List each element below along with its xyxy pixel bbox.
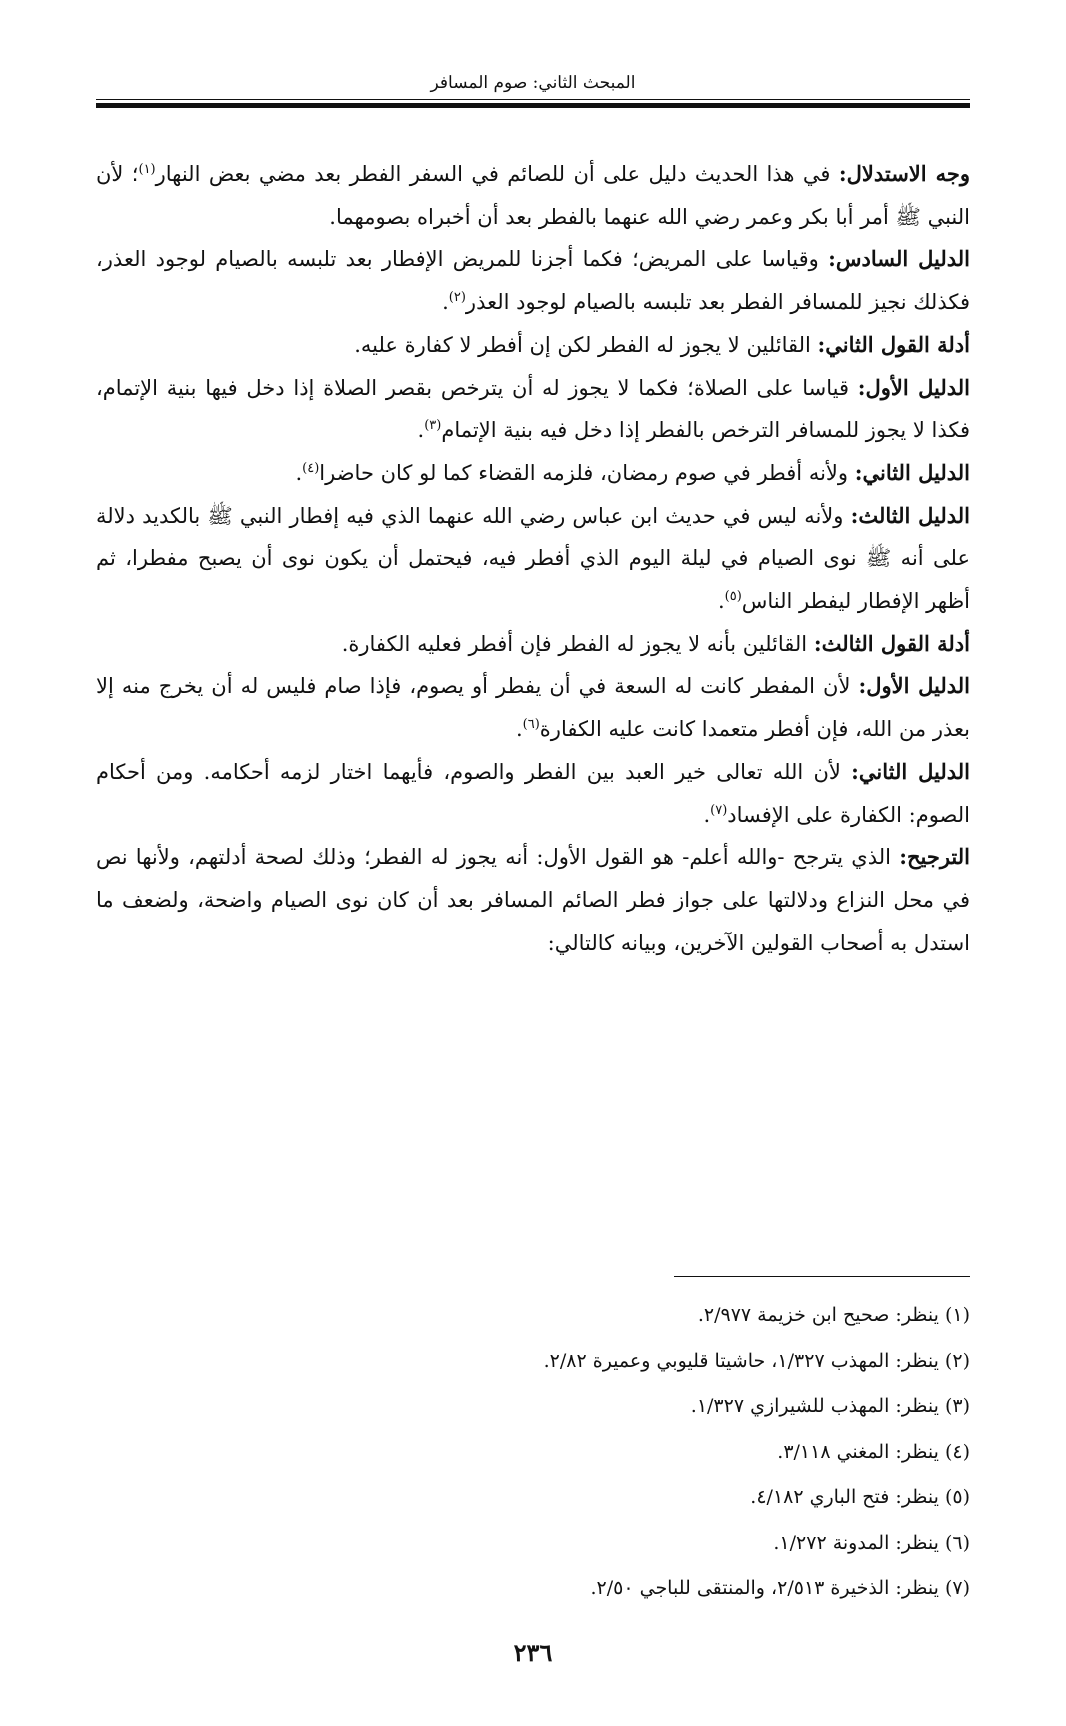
paragraph-text-tail: .: [703, 802, 711, 827]
paragraph-heading: الترجيح:: [899, 844, 970, 870]
paragraph: [96, 495, 970, 623]
running-header: المبحث الثاني: صوم المسافر: [430, 73, 636, 93]
footnote: (٤) ينظر: المغني ٣/١١٨.: [777, 1440, 970, 1463]
paragraph: [96, 452, 970, 495]
paragraph-text: لأن الله تعالى خير العبد بين الفطر والصوم، فأيهما اختار لزمه أحكامه. ومن أحكام الصوم: الكفارة على الإفساد: [96, 759, 970, 827]
header-rule: [96, 99, 970, 100]
paragraph-heading: الدليل الثاني:: [854, 459, 970, 485]
footnote: (٣) ينظر: المهذب للشيرازي ١/٣٢٧.: [690, 1395, 970, 1417]
page-number: ٢٣٦: [513, 1638, 553, 1667]
paragraph-text-tail: .: [295, 460, 303, 485]
footnote-ref: (٥): [724, 589, 742, 605]
paragraph-heading: الدليل السادس:: [828, 246, 970, 272]
footnote-ref: (٣): [424, 418, 442, 434]
main-text: [96, 153, 970, 964]
header-rule-thick: [96, 103, 970, 108]
paragraph-heading: الدليل الثالث:: [850, 502, 970, 528]
paragraph-text-tail: .: [717, 589, 725, 614]
paragraph: [96, 324, 970, 367]
paragraph-text: القائلين لا يجوز له الفطر لكن إن أفطر لا كفارة عليه.: [354, 332, 818, 357]
paragraph-heading: أدلة القول الثالث:: [813, 630, 970, 656]
paragraph-text: قياسا على الصلاة؛ فكما لا يجوز له أن يترخص بقصر الصلاة إذا دخل فيها بنية الإتمام، فكذا لا يجوز للمسافر الترخص بالفطر إذا دخل فيه بنية الإتمام: [96, 375, 970, 443]
footnote-ref: (١): [138, 162, 156, 177]
paragraph-heading: الدليل الأول:: [858, 673, 971, 699]
footnote-ref: (٤): [302, 460, 320, 476]
paragraph-text: الذي يترجح -والله أعلم- هو القول الأول: أنه يجوز له الفطر؛ وذلك لصحة أدلتهم، ولأنها نص في محل النزاع ودلالتها على جواز فطر الصائم المسافر بعد أن كان نوى الصيام واضحة، ولضعف ما استدل به أصحاب القولين الآخرين، وبيانه كالتالي:: [96, 845, 970, 955]
footnotes-list: [96, 1293, 970, 1612]
paragraph-heading: الدليل الأول:: [857, 374, 970, 400]
book-page: [96, 0, 970, 1726]
paragraph: [96, 153, 970, 238]
paragraph: [96, 751, 970, 836]
footnote: (٥) ينظر: فتح الباري ٤/١٨٢.: [750, 1486, 970, 1508]
paragraph-text: لأن المفطر كانت له السعة في أن يفطر أو يصوم، فإذا صام فليس له أن يخرج منه إلا بعذر من الله، فإن أفطر متعمدا كانت عليه الكفارة: [96, 674, 970, 742]
footnote: (٧) ينظر: الذخيرة ٢/٥١٣، والمنتقى للباجي ٢/٥٠.: [590, 1577, 970, 1599]
paragraph-text: ولأنه ليس في حديث ابن عباس رضي الله عنهما الذي فيه إفطار النبي ﷺ بالكديد دلالة على أنه ﷺ نوى الصيام في ليلة اليوم الذي أفطر فيه، فيحتمل أن يكون نوى أن يصبح مفطرا، ثم أظهر الإفطار ليفطر الناس: [96, 503, 970, 614]
paragraph: [96, 836, 970, 964]
paragraph-heading: الدليل الثاني:: [851, 758, 971, 784]
footnote: (١) ينظر: صحيح ابن خزيمة ٢/٩٧٧.: [697, 1304, 970, 1326]
footnote: (٦) ينظر: المدونة ١/٢٧٢.: [773, 1531, 970, 1554]
paragraph: [96, 623, 970, 666]
footnote-ref: (٢): [448, 290, 466, 306]
footnote-separator: [674, 1276, 970, 1277]
paragraph-text-tail: ؛ لأن النبي ﷺ أمر أبا بكر وعمر رضي الله عنهما بالفطر بعد أن أخبراه بصومهما.: [96, 162, 970, 229]
footnote-ref: (٧): [710, 802, 728, 818]
paragraph-heading: أدلة القول الثاني:: [817, 331, 970, 357]
paragraph-text-tail: .: [442, 290, 449, 315]
paragraph-text: القائلين بأنه لا يجوز له الفطر فإن أفطر فعليه الكفارة.: [341, 631, 814, 656]
paragraph-text-tail: .: [515, 717, 523, 742]
paragraph: [96, 367, 970, 452]
paragraph: [96, 238, 970, 323]
footnote-ref: (٦): [522, 717, 540, 733]
footnote: (٢) ينظر: المهذب ١/٣٢٧، حاشيتا قليوبي وعميرة ٢/٨٢.: [543, 1349, 970, 1372]
paragraph-text: في هذا الحديث دليل على أن للصائم في السفر الفطر بعد مضي بعض النهار: [155, 162, 839, 186]
paragraph-heading: وجه الاستدلال:: [838, 161, 971, 186]
paragraph-text: وقياسا على المريض؛ فكما أجزنا للمريض الإفطار بعد تلبسه بالصيام لوجود العذر، فكذلك نجيز للمسافر الفطر بعد تلبسه بالصيام لوجود العذر: [96, 247, 970, 315]
paragraph: [96, 665, 970, 750]
paragraph-text-tail: .: [417, 418, 425, 443]
paragraph-text: ولأنه أفطر في صوم رمضان، فلزمه القضاء كما لو كان حاضرا: [319, 460, 855, 485]
